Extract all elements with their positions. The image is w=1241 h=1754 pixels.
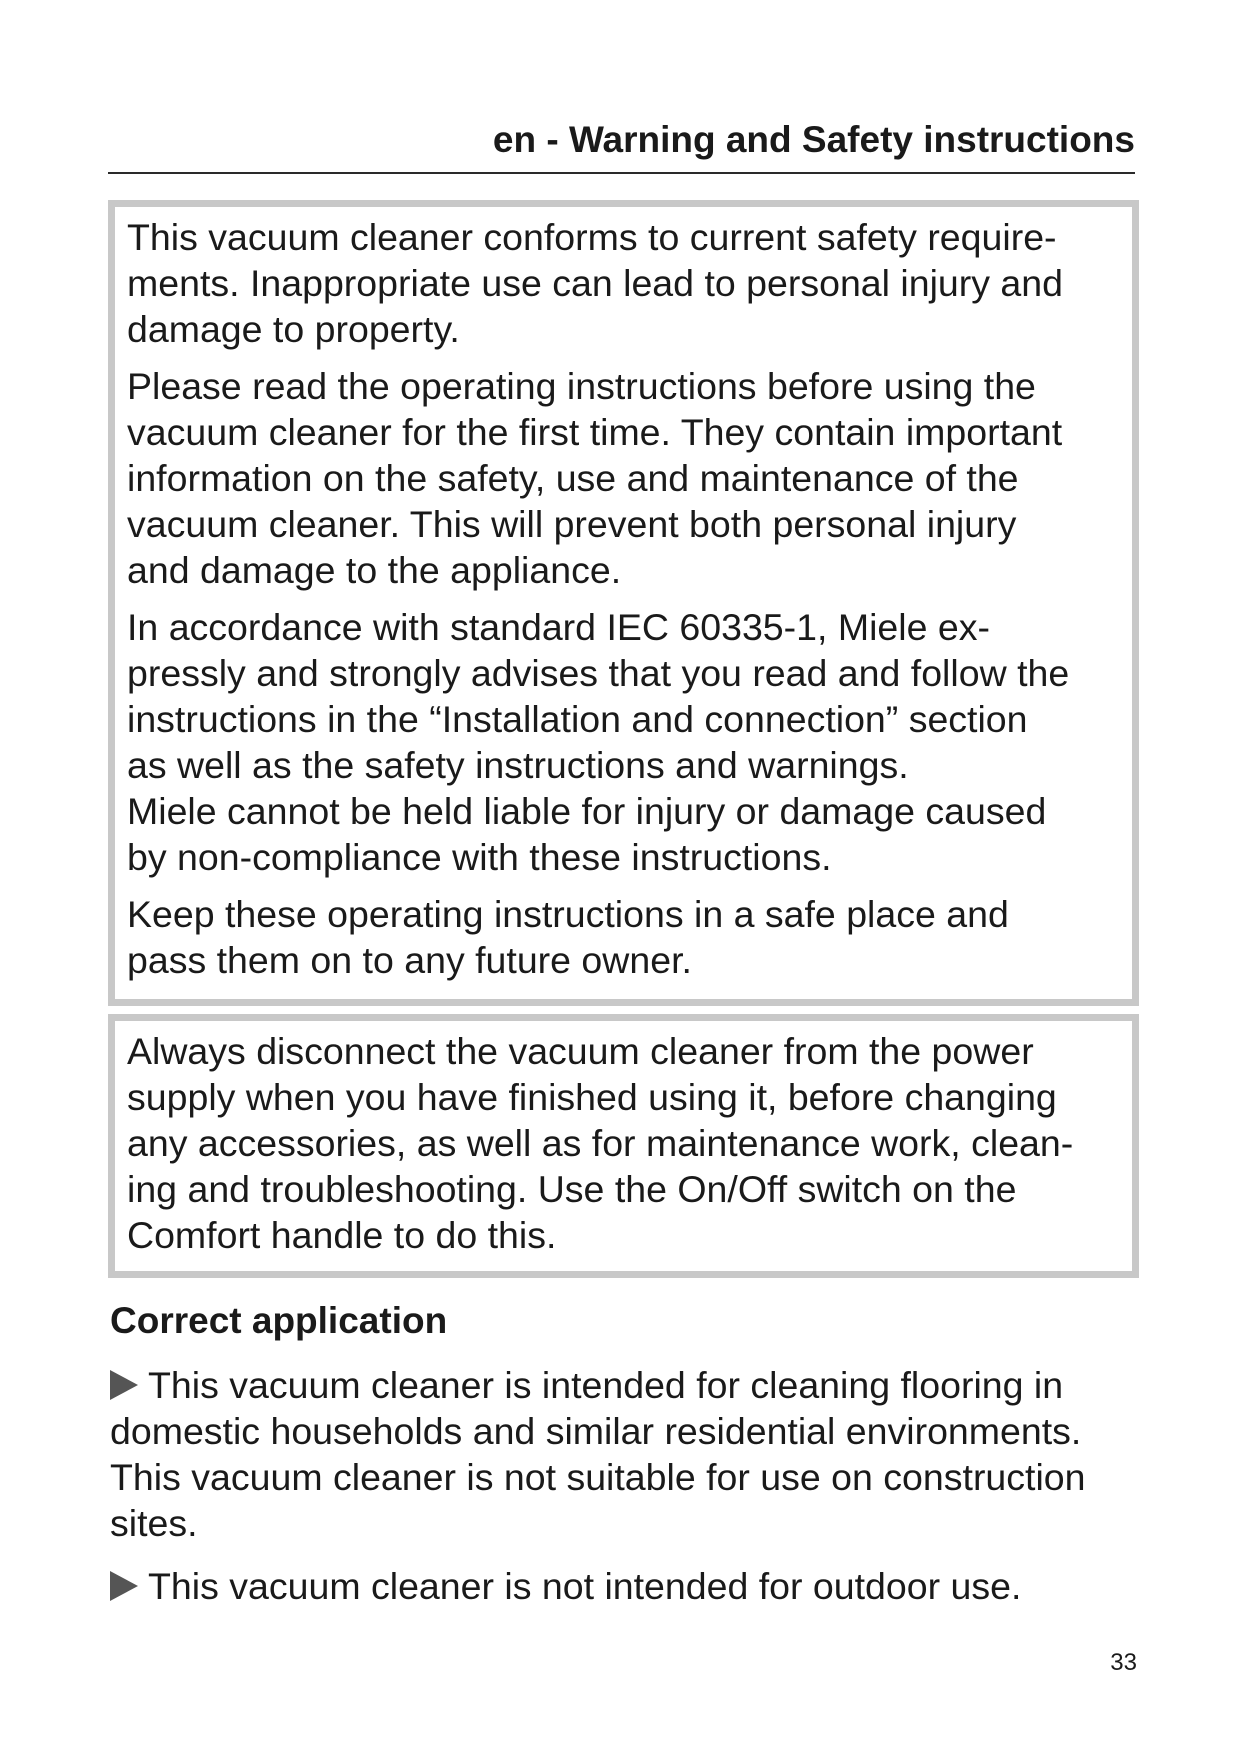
page-header bbox=[108, 118, 1135, 174]
section-heading: Correct application bbox=[110, 1300, 448, 1341]
safety-paragraph: Please read the operating instructions before using the vacuum cleaner for the first time. They contain important information on the safety, use and maintenance of the vacuum cleaner. This will prevent both personal injury and damage to the appliance. bbox=[127, 365, 1063, 591]
safety-paragraph: Keep these operating instructions in a safe place and pass them on to any future owner. bbox=[127, 893, 1009, 981]
bullet-item: This vacuum cleaner is intended for cleaning flooring in domestic households and similar residential environments. This vacuum cleaner is not suitable for use on construction sites. bbox=[110, 1364, 1086, 1544]
disconnect-notice-box bbox=[108, 1014, 1139, 1278]
page-title: en - Warning and Safety instructions bbox=[492, 119, 1135, 160]
triangle-right-icon bbox=[110, 1571, 138, 1601]
page-number: 33 bbox=[1110, 1649, 1137, 1676]
bullet-item: This vacuum cleaner is not intended for outdoor use. bbox=[110, 1563, 1021, 1609]
disconnect-paragraph: Always disconnect the vacuum cleaner from the power supply when you have finished using it, before changing any accessories, as well as for maintenance work, clean- ing and troubleshooting. Use the On/Off switch on the Comfort handle to do this. bbox=[127, 1030, 1074, 1256]
safety-paragraph: This vacuum cleaner conforms to current safety require- ments. Inappropriate use can lead to personal injury and damage to property. bbox=[127, 216, 1063, 350]
triangle-right-icon bbox=[110, 1370, 138, 1400]
safety-notice-box bbox=[108, 200, 1139, 1006]
safety-paragraph: In accordance with standard IEC 60335-1, Miele ex- pressly and strongly advises that you read and follow the instructions in the “Installation and connection” section as well as the safety instructions and warnings. Miele cannot be held liable for injury or damage caused by non-compliance with these instructions. bbox=[127, 606, 1070, 878]
